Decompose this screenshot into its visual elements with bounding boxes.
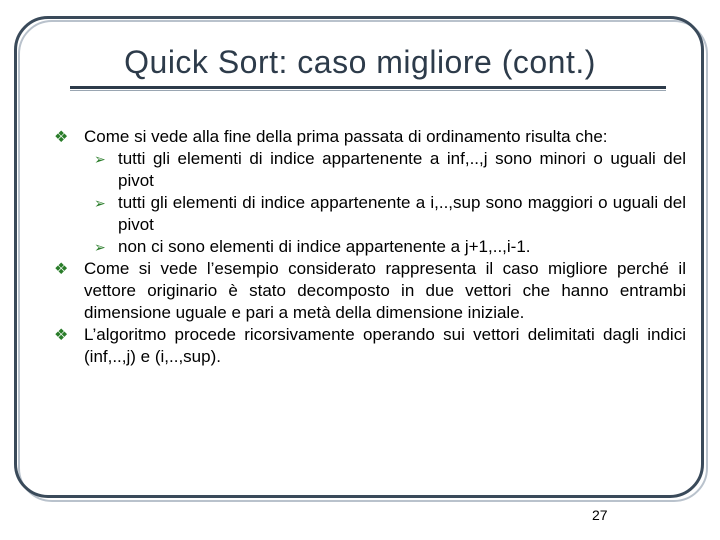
subbullet-item bbox=[54, 148, 686, 192]
page-number: 27 bbox=[592, 507, 608, 523]
title-underline-secondary bbox=[70, 90, 666, 91]
subbullet-item bbox=[54, 192, 686, 236]
bullet-text: Come si vede alla fine della prima passata di ordinamento risulta che: bbox=[84, 127, 608, 146]
diamond-bullet-icon: ❖ bbox=[54, 327, 69, 344]
subbullet-text: non ci sono elementi di indice appartenente a j+1,..,i-1. bbox=[118, 237, 531, 256]
bullet-item bbox=[54, 258, 686, 324]
diamond-bullet-icon: ❖ bbox=[54, 129, 69, 146]
subbullet-item bbox=[54, 236, 686, 258]
diamond-bullet-icon: ❖ bbox=[54, 261, 69, 278]
arrow-bullet-icon: ➢ bbox=[94, 151, 106, 167]
slide-content bbox=[54, 126, 686, 368]
bullet-item bbox=[54, 126, 686, 148]
subbullet-text: tutti gli elementi di indice appartenente a i,..,sup sono maggiori o uguali del pivot bbox=[118, 193, 686, 234]
bullet-text: L’algoritmo procede ricorsivamente operando sui vettori delimitati dagli indici (inf,..,j) e (i,..,sup). bbox=[84, 325, 686, 366]
bullet-item bbox=[54, 324, 686, 368]
title-underline bbox=[70, 86, 666, 89]
arrow-bullet-icon: ➢ bbox=[94, 239, 106, 255]
slide-title: Quick Sort: caso migliore (cont.) bbox=[124, 44, 596, 80]
bullet-text: Come si vede l’esempio considerato rappresenta il caso migliore perché il vettore originario è stato decomposto in due vettori che hanno entrambi dimensione uguale e pari a metà della dimensione iniziale. bbox=[84, 259, 686, 322]
arrow-bullet-icon: ➢ bbox=[94, 195, 106, 211]
subbullet-text: tutti gli elementi di indice appartenente a inf,..,j sono minori o uguali del pivot bbox=[118, 149, 686, 190]
